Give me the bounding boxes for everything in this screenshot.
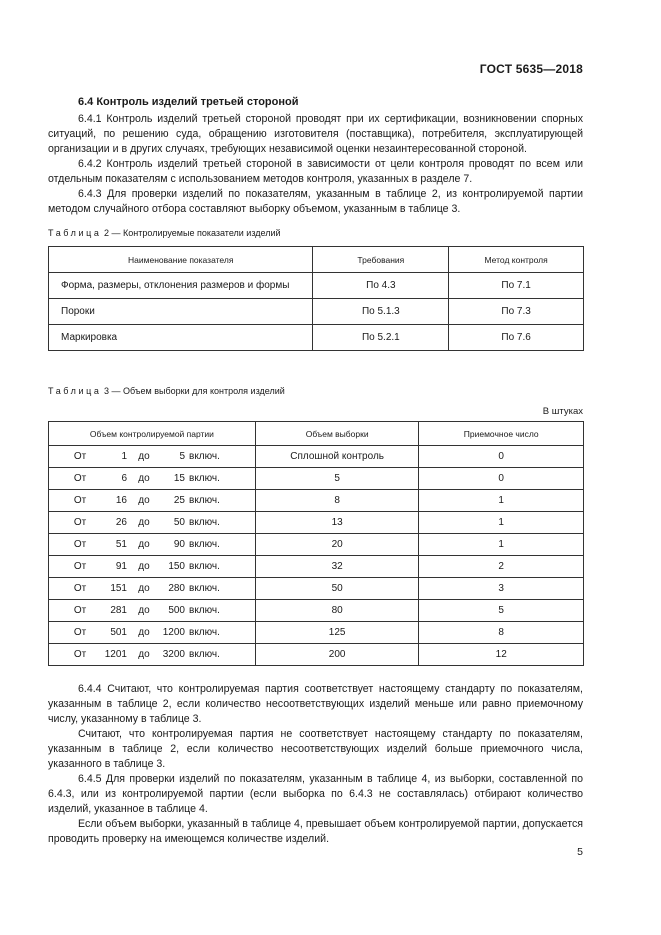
lot-range-vkl: включ.: [189, 649, 220, 660]
lot-range-ot: От: [73, 627, 87, 638]
table3-caption: Таблица 3 — Объем выборки для контроля изделий: [48, 386, 285, 396]
table-cell: [49, 512, 256, 534]
table-header-row: [49, 422, 584, 446]
table-row: [49, 325, 584, 351]
table-3: [48, 421, 584, 666]
lot-range-vkl: включ.: [189, 561, 220, 572]
table-2: [48, 246, 584, 351]
table-cell: По 7.6: [449, 325, 584, 351]
lot-range-ot: От: [73, 649, 87, 660]
table-cell: По 7.1: [449, 273, 584, 299]
table-cell: По 7.3: [449, 299, 584, 325]
table-header-row: [49, 247, 584, 273]
lot-range-ot: От: [73, 473, 87, 484]
table-cell: 80: [255, 600, 419, 622]
lot-range-vkl: включ.: [189, 605, 220, 616]
lot-range-from: 6: [121, 473, 127, 484]
table-row: [49, 644, 584, 666]
table-row: [49, 622, 584, 644]
table-cell: По 5.1.3: [313, 299, 449, 325]
lot-range-to: 90: [173, 539, 185, 550]
lot-range-do: до: [138, 649, 150, 660]
section-title: 6.4 Контроль изделий третьей стороной: [78, 96, 299, 108]
paragraph-6-4-5-b: Если объем выборки, указанный в таблице 4, превышает объем контролируемой партии, допускается проводить проверку на имеющемся количестве изделий.: [48, 818, 583, 845]
lot-range-ot: От: [73, 583, 87, 594]
lot-range-from: 91: [115, 561, 127, 572]
table-cell: По 5.2.1: [313, 325, 449, 351]
lot-range-to: 15: [173, 473, 185, 484]
table2-caption: Таблица 2 — Контролируемые показатели изделий: [48, 228, 281, 238]
table-cell: [49, 556, 256, 578]
table-cell: По 4.3: [313, 273, 449, 299]
lot-range-from: 1: [121, 451, 127, 462]
column-header: Объем контролируемой партии: [49, 422, 256, 446]
table-cell: Маркировка: [49, 325, 313, 351]
lot-range-do: до: [138, 583, 150, 594]
column-header: Наименование показателя: [49, 247, 313, 273]
lot-range-from: 281: [110, 605, 127, 616]
lot-range-vkl: включ.: [189, 539, 220, 550]
lot-range-ot: От: [73, 605, 87, 616]
table-cell: 12: [419, 644, 584, 666]
table-cell: 5: [419, 600, 584, 622]
table-cell: 3: [419, 578, 584, 600]
table-cell: 0: [419, 468, 584, 490]
column-header: Объем выборки: [255, 422, 419, 446]
table-row: [49, 446, 584, 468]
table-cell: 5: [255, 468, 419, 490]
lot-range-to: 1200: [162, 627, 185, 638]
table-cell: Пороки: [49, 299, 313, 325]
table-row: [49, 534, 584, 556]
paragraph-6-4-5: 6.4.5 Для проверки изделий по показателям, указанным в таблице 4, из выборки, составленной по 6.4.3, или из контролируемой партии (если выборка по 6.4.3 не составлялась) отбирают количество изделий, указанное в таблице 4.: [48, 773, 583, 815]
lot-range-vkl: включ.: [189, 517, 220, 528]
table-cell: Сплошной контроль: [255, 446, 419, 468]
table-cell: [49, 578, 256, 600]
lot-range-do: до: [138, 561, 150, 572]
table-cell: 32: [255, 556, 419, 578]
table-cell: [49, 534, 256, 556]
column-header: Метод контроля: [449, 247, 584, 273]
lot-range-to: 280: [168, 583, 185, 594]
lot-range-do: до: [138, 517, 150, 528]
lot-range-do: до: [138, 473, 150, 484]
lot-range-to: 150: [168, 561, 185, 572]
lot-range-do: до: [138, 451, 150, 462]
lot-range-from: 16: [115, 495, 127, 506]
lot-range-to: 50: [173, 517, 185, 528]
table-cell: [49, 490, 256, 512]
table-cell: 1: [419, 512, 584, 534]
lot-range-from: 1201: [104, 649, 127, 660]
lot-range-ot: От: [73, 561, 87, 572]
lot-range-to: 25: [173, 495, 185, 506]
table-row: [49, 273, 584, 299]
table-cell: [49, 468, 256, 490]
lot-range-vkl: включ.: [189, 451, 220, 462]
lot-range-ot: От: [73, 517, 87, 528]
column-header: Приемочное число: [419, 422, 584, 446]
lot-range-ot: От: [73, 451, 87, 462]
lot-range-do: до: [138, 539, 150, 550]
lot-range-ot: От: [73, 495, 87, 506]
lot-range-to: 5: [179, 451, 185, 462]
paragraph-6-4-3: 6.4.3 Для проверки изделий по показателям, указанным в таблице 2, из контролируемой партии методом случайного отбора составляют выборку объемом, указанным в таблице 3.: [48, 188, 583, 215]
table-cell: 20: [255, 534, 419, 556]
table-cell: [49, 644, 256, 666]
lot-range-from: 26: [115, 517, 127, 528]
paragraph-6-4-4: 6.4.4 Считают, что контролируемая партия соответствует настоящему стандарту по показателям, указанным в таблице 2, если количество несоответствующих изделий меньше или равно приемочному числу, указанному в таблице 3.: [48, 683, 583, 725]
table-cell: 0: [419, 446, 584, 468]
table-cell: [49, 622, 256, 644]
lot-range-do: до: [138, 495, 150, 506]
table-cell: 1: [419, 490, 584, 512]
table-row: [49, 600, 584, 622]
table-row: [49, 556, 584, 578]
table-cell: 200: [255, 644, 419, 666]
table-row: [49, 512, 584, 534]
table-cell: 2: [419, 556, 584, 578]
table-cell: Форма, размеры, отклонения размеров и формы: [49, 273, 313, 299]
table-cell: 50: [255, 578, 419, 600]
paragraph-6-4-2: 6.4.2 Контроль изделий третьей стороной в зависимости от цели контроля проводят по всем или отдельным показателям с использованием методов контроля, указанных в разделе 7.: [48, 158, 583, 185]
page-number: 5: [577, 846, 583, 858]
table-cell: 13: [255, 512, 419, 534]
table3-units: В штуках: [542, 406, 583, 417]
lot-range-vkl: включ.: [189, 473, 220, 484]
lot-range-vkl: включ.: [189, 583, 220, 594]
table-cell: 1: [419, 534, 584, 556]
lot-range-vkl: включ.: [189, 627, 220, 638]
lot-range-from: 151: [110, 583, 127, 594]
table-cell: 8: [255, 490, 419, 512]
column-header: Требования: [313, 247, 449, 273]
paragraph-6-4-1: 6.4.1 Контроль изделий третьей стороной проводят при их сертификации, возникновении спорных ситуаций, по решению суда, обращению изготовителя (поставщика), потребителя, эксплуатирующей организации и в других случаях, требующих независимой оценки незаинтересованной стороной.: [48, 113, 583, 155]
table-row: [49, 468, 584, 490]
lot-range-ot: От: [73, 539, 87, 550]
lot-range-to: 3200: [162, 649, 185, 660]
table-row: [49, 578, 584, 600]
lot-range-vkl: включ.: [189, 495, 220, 506]
lot-range-from: 51: [115, 539, 127, 550]
table-row: [49, 299, 584, 325]
lot-range-from: 501: [110, 627, 127, 638]
table-cell: 125: [255, 622, 419, 644]
lot-range-do: до: [138, 627, 150, 638]
lot-range-to: 500: [168, 605, 185, 616]
table-row: [49, 490, 584, 512]
table-cell: [49, 446, 256, 468]
table-cell: 8: [419, 622, 584, 644]
table-cell: [49, 600, 256, 622]
lot-range-do: до: [138, 605, 150, 616]
paragraph-6-4-4-b: Считают, что контролируемая партия не соответствует настоящему стандарту по показателям, указанным в таблице 2, если количество несоответствующих изделий больше приемочного числа, указанного в таблице 3.: [48, 728, 583, 770]
standard-number: ГОСТ 5635—2018: [479, 62, 583, 76]
